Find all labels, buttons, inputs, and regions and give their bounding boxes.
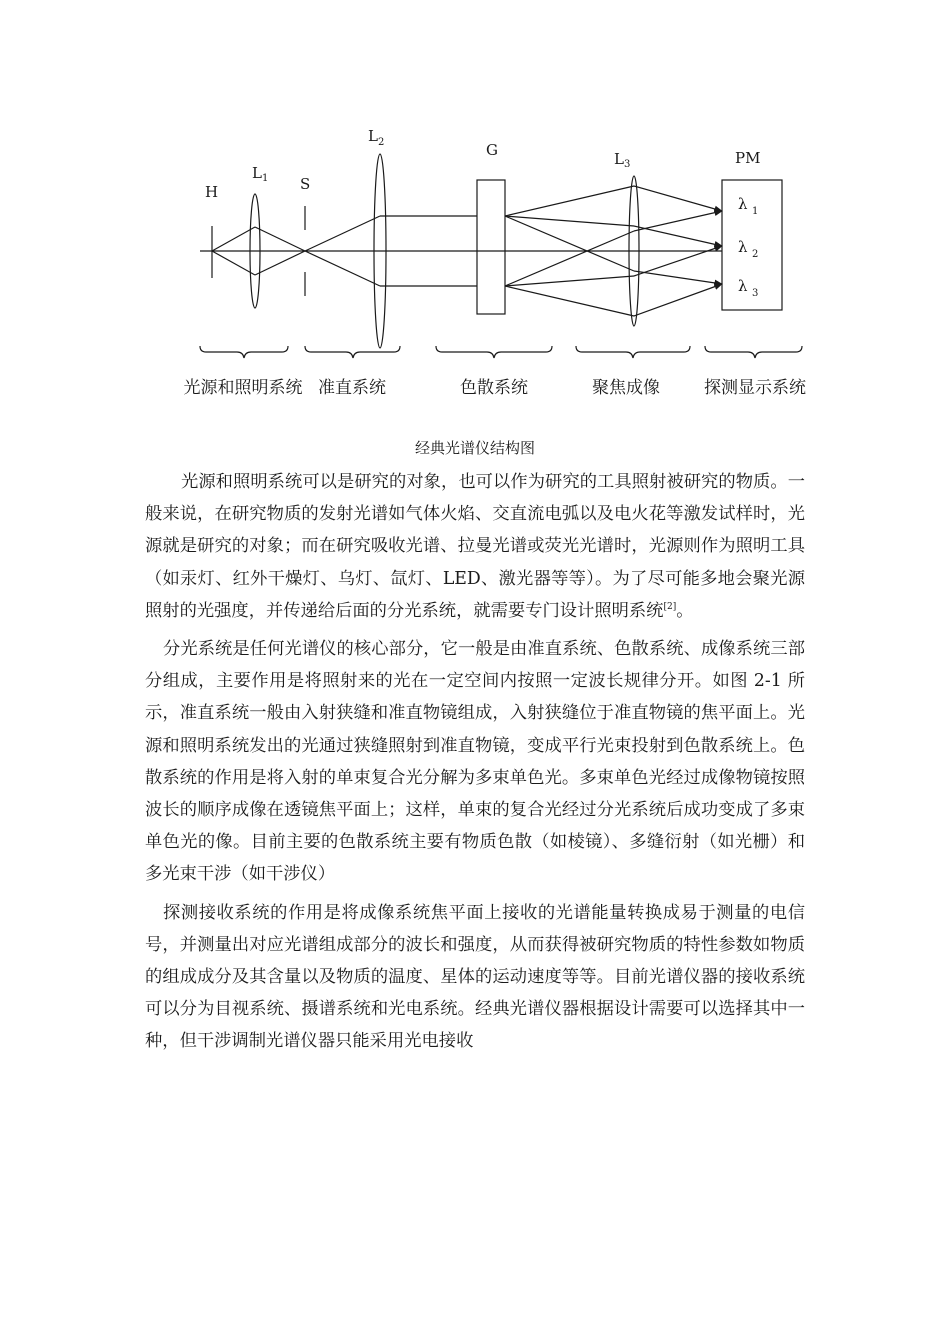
paragraph-detection-system: 探测接收系统的作用是将成像系统焦平面上接收的光谱能量转换成易于测量的电信号，并测量出对应光谱组成部分的波长和强度，从而获得被研究物质的特性参数如物质的组成成分及其含量以及物质的温度、星体的运动速度等等。目前光谱仪器的接收系统可以分为目视系统、摄谱系统和光电系统。经典光谱仪器根据设计需要可以选择其中一种，但干涉调制光谱仪器只能采用光电接收 [145, 902, 805, 1052]
ray [634, 271, 722, 284]
ray [505, 286, 634, 316]
paragraph-light-source [145, 466, 805, 627]
brace-focusing [576, 346, 690, 358]
ray [255, 227, 305, 251]
ray [305, 216, 380, 251]
section-collimation: 准直系统 [318, 378, 386, 398]
body-text [145, 466, 805, 1058]
figure-caption: 经典光谱仪结构图 [414, 439, 535, 457]
ray [505, 186, 634, 216]
label-lambda1: λ [738, 195, 748, 213]
section-detection: 探测显示系统 [704, 378, 806, 398]
ray [212, 251, 255, 275]
label-l2: L [368, 127, 378, 145]
brace-detection [705, 346, 802, 358]
paragraph-dispersion-system: 分光系统是任何光谱仪的核心部分，它一般是由准直系统、色散系统、成像系统三部分组成，主要作用是将照射来的光在一定空间内按照一定波长规律分开。如图 2-1 所示，准直系统一般由入射狭缝和准直物镜组成，入射狭缝位于准直物镜的焦平面上。光源和照明系统发出的光通过狭缝照射到准直物镜，变成平行光束投射到色散系统上。色散系统的作用是将入射的单束复合光分解为多束单色光。多束单色光经过成像物镜按照波长的顺序成像在透镜焦平面上；这样，单束的复合光经过分光系统后成功变成了多束单色光的像。目前主要的色散系统主要有物质色散（如棱镜）、多缝衍射（如光栅）和多光束干涉（如干涉仪） [145, 639, 805, 885]
label-pm: PM [735, 149, 761, 167]
brace-collimation [305, 346, 400, 358]
label-lambda1-sub: 1 [752, 206, 759, 217]
label-l1-sub: 1 [262, 173, 269, 184]
brace-light-source [200, 346, 288, 358]
label-lambda2: λ [738, 238, 748, 256]
label-l1: L [252, 164, 262, 182]
brace-dispersion [436, 346, 552, 358]
label-l2-sub: 2 [378, 137, 385, 148]
paragraph-end: 。 [676, 600, 694, 621]
label-l3-sub: 3 [624, 159, 631, 170]
paragraph-text: 光源和照明系统可以是研究的对象，也可以作为研究的工具照射被研究的物质。一般来说，在研究物质的发射光谱如气体火焰、交直流电弧以及电火花等激发试样时，光源就是研究的对象；而在研究吸收光谱、拉曼光谱或荧光光谱时，光源则作为照明工具（如汞灯、红外干燥灯、乌灯、氙灯、LED、激光器等等）。为了尽可能多地会聚光源照射的光强度，并传递给后面的分光系统，就需要专门设计照明系统 [145, 472, 805, 621]
ray [634, 226, 722, 246]
label-g: G [486, 141, 498, 159]
spectrometer-structure-diagram [0, 0, 950, 430]
citation-ref: [2] [663, 601, 677, 612]
label-h: H [205, 183, 219, 201]
dispersion-element-g [477, 180, 505, 314]
label-lambda3-sub: 3 [752, 288, 759, 299]
ray [255, 251, 305, 275]
ray [212, 227, 255, 251]
section-light-source: 光源和照明系统 [183, 378, 303, 398]
ray [305, 251, 380, 286]
ray [634, 284, 722, 316]
label-s: S [300, 175, 311, 193]
label-lambda2-sub: 2 [752, 249, 759, 260]
ray [634, 211, 722, 231]
section-dispersion: 色散系统 [460, 378, 528, 398]
label-l3: L [614, 150, 624, 168]
section-focusing: 聚焦成像 [592, 378, 660, 398]
label-lambda3: λ [738, 277, 748, 295]
ray [634, 186, 722, 211]
